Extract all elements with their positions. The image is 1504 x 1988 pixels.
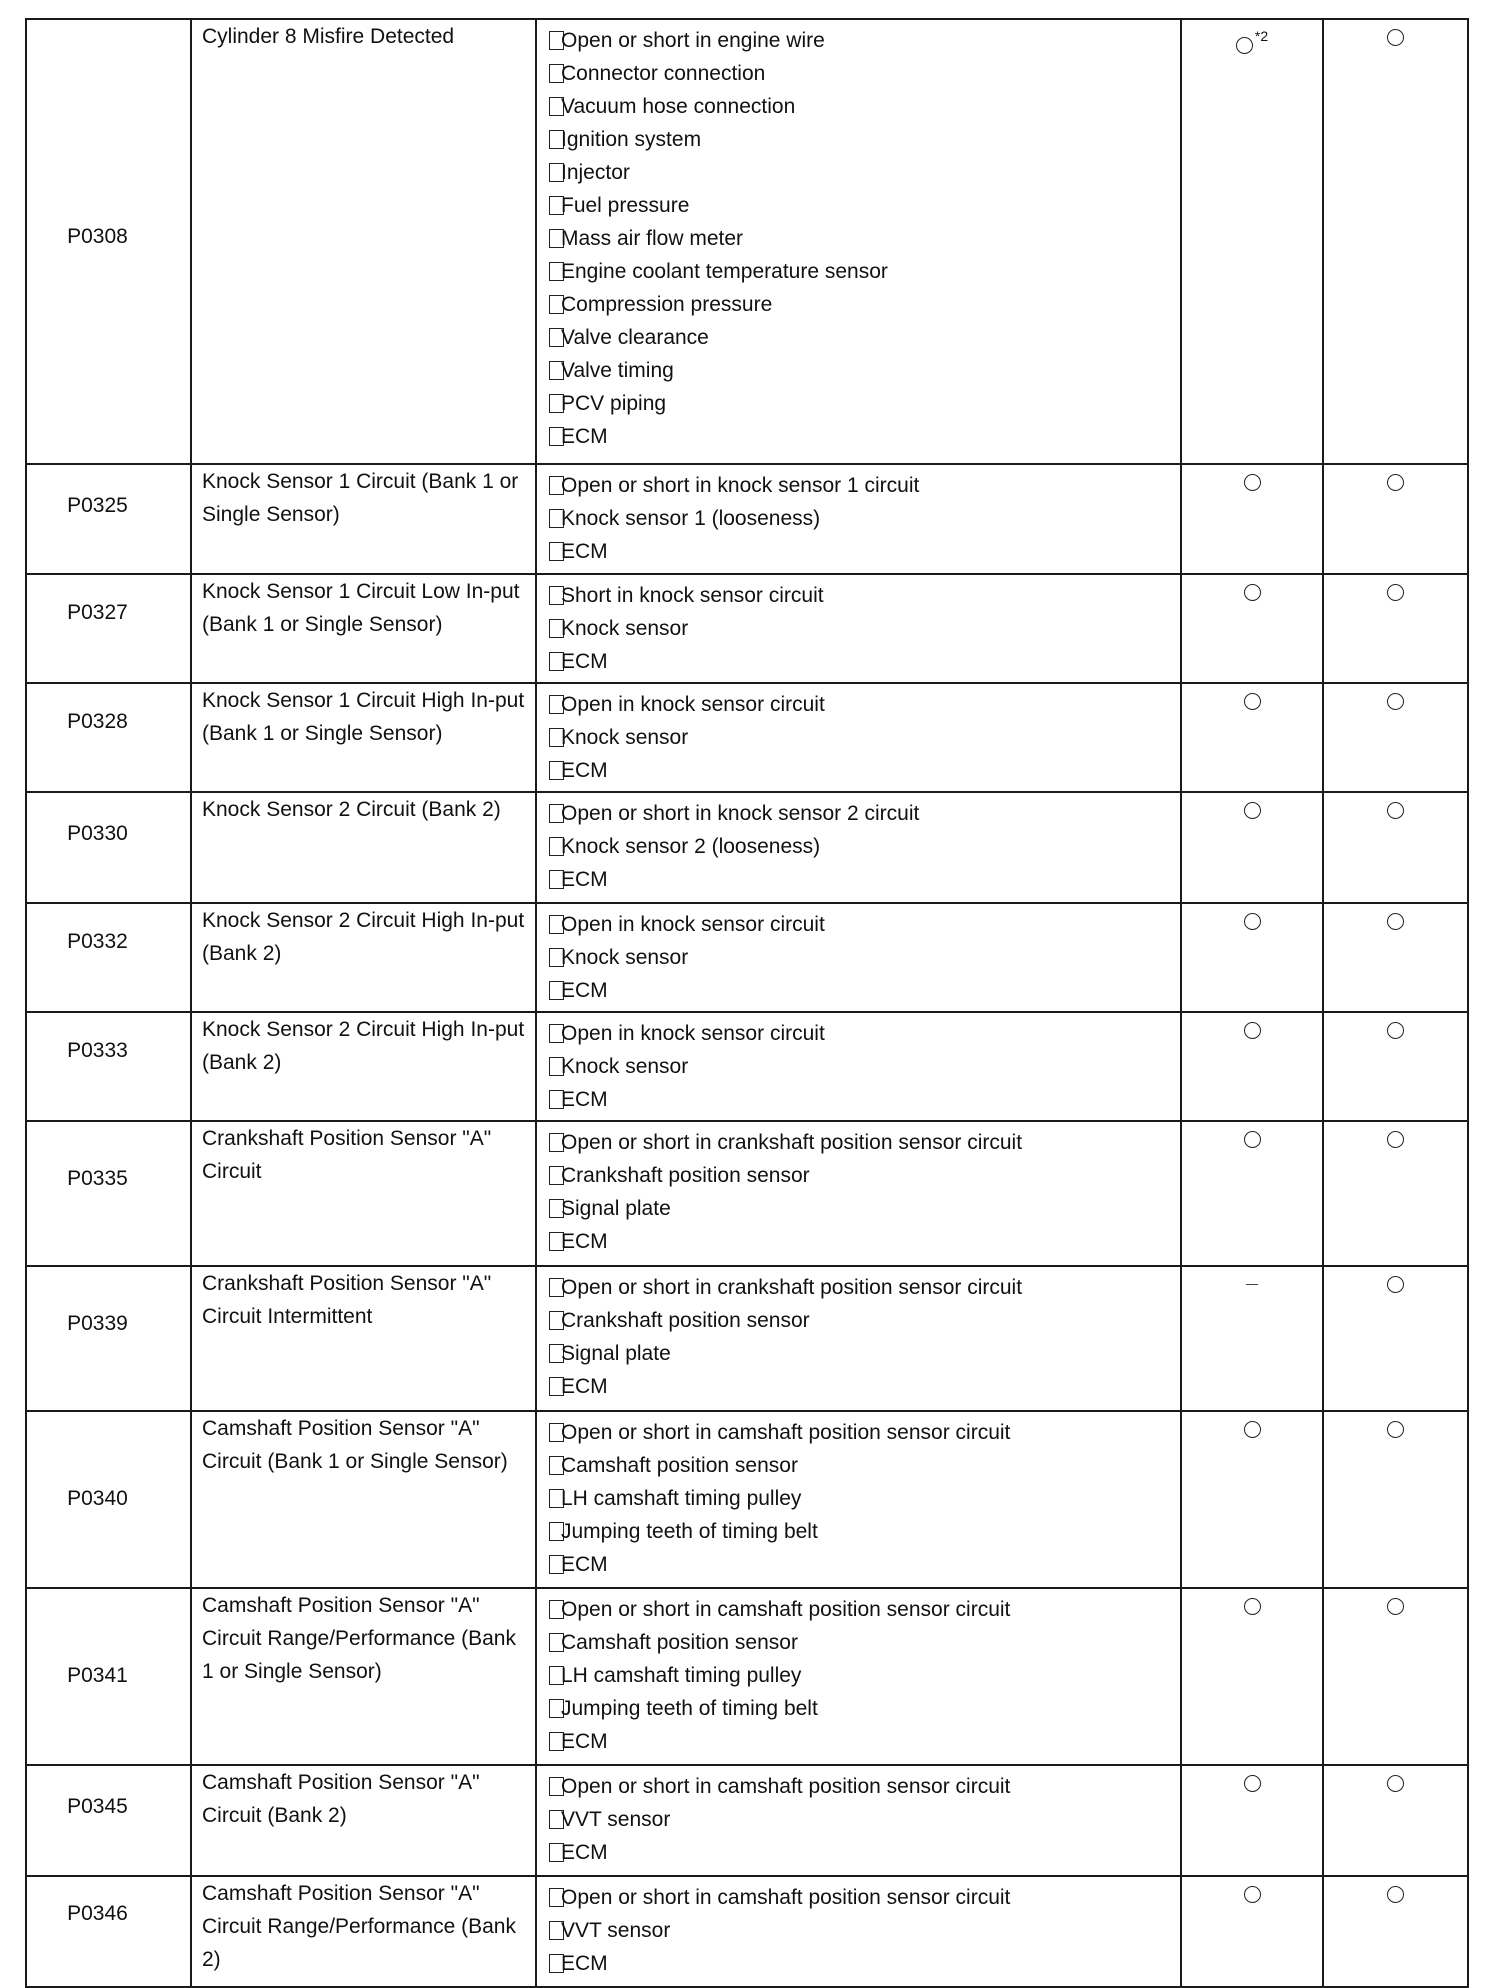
trouble-area-text: Open in knock sensor circuit [561,693,825,716]
trouble-area-text: Injector [561,161,630,184]
trouble-area-item [549,1337,1172,1370]
trouble-area-text: Open or short in knock sensor 2 circuit [561,802,920,825]
trouble-area-text: ECM [561,1375,608,1398]
trouble-area-item [549,579,1172,612]
trouble-area-text: Short in knock sensor circuit [561,584,824,607]
mil-circle-icon [1244,584,1261,601]
dtc-row [26,574,1468,683]
trouble-area-text: Open or short in crankshaft position sensor circuit [561,1131,1023,1154]
trouble-area-cell [536,1765,1181,1876]
mil-cell [1181,464,1323,574]
trouble-area-item [549,721,1172,754]
trouble-area-item [549,1548,1172,1581]
trouble-area-item [549,1017,1172,1050]
trouble-area-text: Knock sensor [561,617,689,640]
detection-item: Knock Sensor 1 Circuit Low In-put (Bank 1 or Single Sensor) [191,574,536,683]
trouble-area-cell [536,574,1181,683]
memory-cell [1323,1012,1468,1121]
trouble-area-item [549,1482,1172,1515]
trouble-area-text: ECM [561,1553,608,1576]
trouble-area-item [549,908,1172,941]
trouble-area-item [549,288,1172,321]
trouble-area-item [549,123,1172,156]
mil-cell [1181,1588,1323,1765]
trouble-area-cell [536,1012,1181,1121]
detection-item: Crankshaft Position Sensor "A" Circuit Intermittent [191,1266,536,1411]
trouble-area-text: ECM [561,1088,608,1111]
memory-circle-icon [1387,1421,1404,1438]
memory-cell [1323,574,1468,683]
trouble-area-text: Crankshaft position sensor [561,1164,810,1187]
trouble-area-text: ECM [561,425,608,448]
trouble-area-text: Signal plate [561,1342,671,1365]
dtc-table [25,18,1469,1988]
trouble-area-item [549,1626,1172,1659]
trouble-area-item [549,1770,1172,1803]
trouble-area-text: Crankshaft position sensor [561,1309,810,1332]
trouble-area-item [549,1449,1172,1482]
trouble-area-cell [536,1876,1181,1987]
detection-item: Knock Sensor 2 Circuit (Bank 2) [191,792,536,903]
mil-cell [1181,1876,1323,1987]
mil-cell [1181,19,1323,464]
mil-circle-icon [1244,1421,1261,1438]
mil-circle-icon [1244,802,1261,819]
memory-cell [1323,683,1468,792]
trouble-area-item [549,1370,1172,1403]
trouble-area-text: Fuel pressure [561,194,690,217]
trouble-area-item [549,754,1172,787]
trouble-area-item [549,612,1172,645]
trouble-area-item [549,420,1172,453]
trouble-area-item [549,1836,1172,1869]
trouble-area-text: ECM [561,1730,608,1753]
trouble-area-item [549,387,1172,420]
trouble-area-item [549,354,1172,387]
trouble-area-text: Vacuum hose connection [561,95,796,118]
trouble-area-text: ECM [561,540,608,563]
trouble-area-item [549,974,1172,1007]
mil-circle-icon [1244,693,1261,710]
dtc-code: P0341 [67,1664,128,1687]
dtc-row [26,1876,1468,1987]
memory-cell [1323,464,1468,574]
dtc-row [26,1121,1468,1266]
trouble-area-text: Open or short in camshaft position sensor circuit [561,1421,1011,1444]
trouble-area-text: Knock sensor [561,946,689,969]
mil-circle-icon [1244,1775,1261,1792]
dtc-code-cell [26,464,191,574]
mil-cell [1181,792,1323,903]
trouble-area-text: Open or short in camshaft position sensor circuit [561,1886,1011,1909]
dtc-code: P0328 [67,710,128,733]
trouble-area-item [549,1050,1172,1083]
trouble-area-text: Camshaft position sensor [561,1631,798,1654]
memory-cell [1323,1588,1468,1765]
mil-cell [1181,574,1323,683]
memory-cell [1323,792,1468,903]
trouble-area-text: Open or short in engine wire [561,29,825,52]
trouble-area-text: Open or short in camshaft position sensor circuit [561,1598,1011,1621]
mil-cell [1181,1411,1323,1588]
dtc-code-cell [26,683,191,792]
dtc-row [26,1411,1468,1588]
mil-circle-icon [1244,474,1261,491]
memory-cell [1323,1765,1468,1876]
dtc-row [26,1588,1468,1765]
trouble-area-text: ECM [561,868,608,891]
trouble-area-item [549,645,1172,678]
memory-circle-icon [1387,29,1404,46]
trouble-area-item [549,189,1172,222]
memory-circle-icon [1387,1775,1404,1792]
memory-cell [1323,1411,1468,1588]
dtc-code: P0325 [67,494,128,517]
trouble-area-item [549,1947,1172,1980]
trouble-area-cell [536,683,1181,792]
trouble-area-text: Valve clearance [561,326,709,349]
dtc-code: P0332 [67,930,128,953]
trouble-area-text: ECM [561,979,608,1002]
mil-cell [1181,1765,1323,1876]
memory-circle-icon [1387,1276,1404,1293]
mil-circle-icon [1244,1022,1261,1039]
dtc-code: P0346 [67,1902,128,1925]
dtc-code-cell [26,903,191,1012]
trouble-area-text: LH camshaft timing pulley [561,1664,802,1687]
trouble-area-text: ECM [561,650,608,673]
dtc-table-body [26,19,1468,1987]
trouble-area-item [549,1126,1172,1159]
mil-circle-icon [1244,1886,1261,1903]
trouble-area-item [549,156,1172,189]
memory-circle-icon [1387,1131,1404,1148]
dtc-row [26,683,1468,792]
detection-item: Knock Sensor 2 Circuit High In-put (Bank 2) [191,1012,536,1121]
detection-item: Knock Sensor 1 Circuit High In-put (Bank 1 or Single Sensor) [191,683,536,792]
trouble-area-item [549,863,1172,896]
dtc-code: P0327 [67,601,128,624]
dtc-code-cell [26,1588,191,1765]
trouble-area-cell [536,1588,1181,1765]
trouble-area-item [549,1725,1172,1758]
dtc-row [26,903,1468,1012]
mil-cell [1181,683,1323,792]
trouble-area-item [549,222,1172,255]
dtc-code-cell [26,1121,191,1266]
dtc-code-cell [26,792,191,903]
dtc-code-cell [26,1012,191,1121]
trouble-area-text: Open in knock sensor circuit [561,1022,825,1045]
trouble-area-text: Open or short in knock sensor 1 circuit [561,474,920,497]
mil-dash-icon [1246,1284,1258,1285]
trouble-area-cell [536,903,1181,1012]
trouble-area-cell [536,1121,1181,1266]
trouble-area-item [549,830,1172,863]
dtc-row [26,1765,1468,1876]
memory-circle-icon [1387,802,1404,819]
dtc-code: P0339 [67,1312,128,1335]
detection-item: Camshaft Position Sensor "A" Circuit Range/Performance (Bank 2) [191,1876,536,1987]
trouble-area-text: Knock sensor [561,1055,689,1078]
mil-cell [1181,1012,1323,1121]
trouble-area-text: Knock sensor 2 (looseness) [561,835,821,858]
dtc-code-cell [26,19,191,464]
mil-cell [1181,1121,1323,1266]
trouble-area-item [549,321,1172,354]
trouble-area-cell [536,792,1181,903]
trouble-area-cell [536,19,1181,464]
detection-item: Knock Sensor 1 Circuit (Bank 1 or Single Sensor) [191,464,536,574]
trouble-area-item [549,1659,1172,1692]
trouble-area-item [549,1515,1172,1548]
memory-circle-icon [1387,1886,1404,1903]
trouble-area-item [549,1225,1172,1258]
dtc-row [26,464,1468,574]
trouble-area-item [549,502,1172,535]
trouble-area-text: VVT sensor [561,1808,671,1831]
detection-item: Camshaft Position Sensor "A" Circuit Range/Performance (Bank 1 or Single Sensor) [191,1588,536,1765]
trouble-area-text: Ignition system [561,128,702,151]
mil-footnote: *2 [1254,28,1269,44]
trouble-area-item [549,1083,1172,1116]
detection-item: Cylinder 8 Misfire Detected [191,19,536,464]
memory-cell [1323,1266,1468,1411]
trouble-area-text: ECM [561,759,608,782]
trouble-area-text: Open in knock sensor circuit [561,913,825,936]
detection-item: Camshaft Position Sensor "A" Circuit (Bank 2) [191,1765,536,1876]
memory-circle-icon [1387,474,1404,491]
mil-circle-icon [1244,1131,1261,1148]
trouble-area-item [549,1304,1172,1337]
trouble-area-item [549,469,1172,502]
dtc-code: P0340 [67,1487,128,1510]
dtc-code: P0308 [67,225,128,248]
trouble-area-item [549,688,1172,721]
dtc-code: P0345 [67,1795,128,1818]
trouble-area-text: Knock sensor 1 (looseness) [561,507,821,530]
trouble-area-text: Engine coolant temperature sensor [561,260,888,283]
dtc-code: P0330 [67,822,128,845]
trouble-area-cell [536,1266,1181,1411]
memory-circle-icon [1387,693,1404,710]
trouble-area-text: Jumping teeth of timing belt [561,1697,818,1720]
memory-cell [1323,19,1468,464]
trouble-area-text: Mass air flow meter [561,227,744,250]
trouble-area-item [549,24,1172,57]
trouble-area-item [549,1159,1172,1192]
trouble-area-item [549,90,1172,123]
detection-item: Camshaft Position Sensor "A" Circuit (Bank 1 or Single Sensor) [191,1411,536,1588]
dtc-code-cell [26,574,191,683]
trouble-area-text: ECM [561,1841,608,1864]
trouble-area-item [549,255,1172,288]
trouble-area-text: Connector connection [561,62,766,85]
trouble-area-item [549,1803,1172,1836]
trouble-area-text: Camshaft position sensor [561,1454,798,1477]
dtc-row [26,1012,1468,1121]
dtc-code: P0335 [67,1167,128,1190]
memory-cell [1323,1121,1468,1266]
trouble-area-item [549,1416,1172,1449]
trouble-area-text: ECM [561,1952,608,1975]
memory-circle-icon [1387,1598,1404,1615]
trouble-area-item [549,1271,1172,1304]
trouble-area-item [549,1692,1172,1725]
trouble-area-text: LH camshaft timing pulley [561,1487,802,1510]
mil-circle-icon [1236,37,1253,54]
dtc-code-cell [26,1411,191,1588]
mil-circle-icon [1244,1598,1261,1615]
trouble-area-text: PCV piping [561,392,667,415]
trouble-area-cell [536,464,1181,574]
trouble-area-item [549,1881,1172,1914]
memory-circle-icon [1387,913,1404,930]
dtc-row [26,792,1468,903]
trouble-area-text: Knock sensor [561,726,689,749]
memory-cell [1323,903,1468,1012]
trouble-area-item [549,797,1172,830]
dtc-code-cell [26,1765,191,1876]
trouble-area-item [549,57,1172,90]
detection-item: Knock Sensor 2 Circuit High In-put (Bank 2) [191,903,536,1012]
trouble-area-text: Open or short in camshaft position sensor circuit [561,1775,1011,1798]
trouble-area-item [549,1914,1172,1947]
mil-circle-icon [1244,913,1261,930]
dtc-code-cell [26,1876,191,1987]
trouble-area-item [549,1593,1172,1626]
memory-circle-icon [1387,1022,1404,1039]
dtc-code: P0333 [67,1039,128,1062]
trouble-area-item [549,1192,1172,1225]
memory-circle-icon [1387,584,1404,601]
trouble-area-text: Valve timing [561,359,674,382]
detection-item: Crankshaft Position Sensor "A" Circuit [191,1121,536,1266]
trouble-area-text: Compression pressure [561,293,773,316]
trouble-area-text: Open or short in crankshaft position sensor circuit [561,1276,1023,1299]
trouble-area-text: Jumping teeth of timing belt [561,1520,818,1543]
dtc-code-cell [26,1266,191,1411]
dtc-row [26,1266,1468,1411]
dtc-row [26,19,1468,464]
mil-cell [1181,903,1323,1012]
trouble-area-text: VVT sensor [561,1919,671,1942]
trouble-area-text: Signal plate [561,1197,671,1220]
trouble-area-item [549,535,1172,568]
trouble-area-text: ECM [561,1230,608,1253]
trouble-area-cell [536,1411,1181,1588]
mil-cell [1181,1266,1323,1411]
memory-cell [1323,1876,1468,1987]
trouble-area-item [549,941,1172,974]
